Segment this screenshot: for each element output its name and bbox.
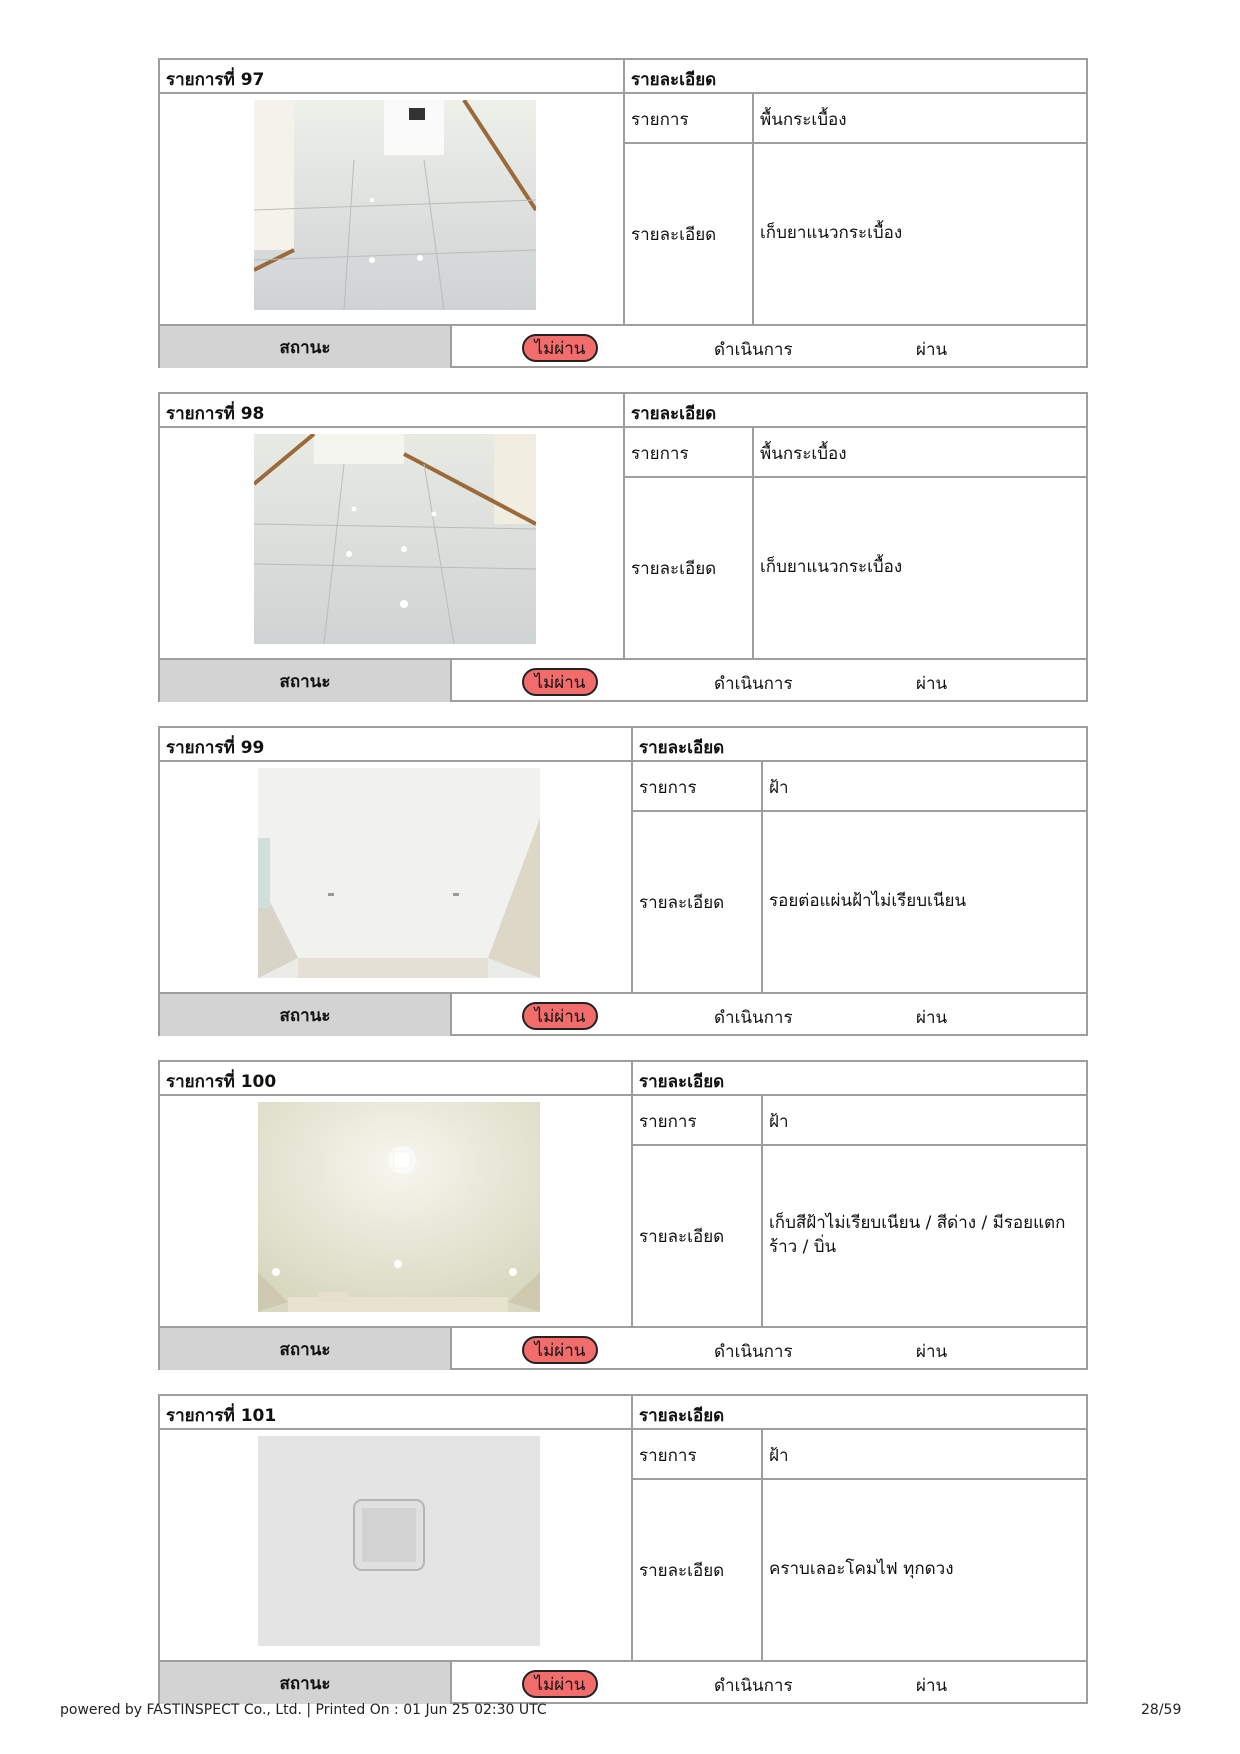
item-number-title: รายการที่ 99: [160, 728, 633, 762]
status-in-progress-option[interactable]: ดำเนินการ: [714, 1008, 793, 1028]
detail-label: รายละเอียด: [625, 478, 754, 658]
item-number-title: รายการที่ 100: [160, 1062, 633, 1096]
item-label: รายการ: [625, 428, 754, 478]
detail-value: เก็บสีฝ้าไม่เรียบเนียน / สีด่าง / มีรอยแตกร้าว / บิ่น: [769, 1213, 1066, 1257]
detail-label: รายละเอียด: [633, 1146, 763, 1326]
status-fail-selected[interactable]: ไม่ผ่าน: [522, 1670, 598, 1698]
status-fail-selected[interactable]: ไม่ผ่าน: [522, 668, 598, 696]
item-value: ฝ้า: [763, 1430, 1086, 1480]
status-pass-option[interactable]: ผ่าน: [916, 340, 948, 360]
detail-header: รายละเอียด: [633, 1062, 1086, 1096]
status-row: [160, 658, 1086, 700]
status-pass-option[interactable]: ผ่าน: [916, 1676, 948, 1696]
status-row: [160, 992, 1086, 1034]
status-fail-selected[interactable]: ไม่ผ่าน: [522, 1002, 598, 1030]
inspection-item-card: [158, 1394, 1088, 1704]
item-value: พื้นกระเบื้อง: [754, 428, 1086, 478]
detail-header: รายละเอียด: [625, 394, 1086, 428]
status-pass-option[interactable]: ผ่าน: [916, 674, 948, 694]
item-label: รายการ: [633, 1096, 763, 1146]
status-fail-selected[interactable]: ไม่ผ่าน: [522, 334, 598, 362]
inspection-item-card: [158, 1060, 1088, 1370]
item-number-title: รายการที่ 101: [160, 1396, 633, 1430]
detail-label: รายละเอียด: [633, 812, 763, 992]
inspection-item-card: [158, 392, 1088, 702]
item-label: รายการ: [633, 762, 763, 812]
status-in-progress-option[interactable]: ดำเนินการ: [714, 1676, 793, 1696]
inspection-item-card: [158, 58, 1088, 368]
item-number-title: รายการที่ 97: [160, 60, 625, 94]
item-value: ฝ้า: [763, 762, 1086, 812]
detail-value: เก็บยาแนวกระเบื้อง: [760, 223, 903, 244]
tile-floor-photo[interactable]: [254, 434, 536, 644]
status-label: สถานะ: [160, 994, 452, 1036]
item-number-title: รายการที่ 98: [160, 394, 625, 428]
detail-label: รายละเอียด: [625, 144, 754, 324]
status-row: [160, 1326, 1086, 1368]
status-pass-option[interactable]: ผ่าน: [916, 1342, 948, 1362]
status-fail-selected[interactable]: ไม่ผ่าน: [522, 1336, 598, 1364]
status-label: สถานะ: [160, 1662, 452, 1704]
photo-area: [160, 94, 625, 324]
item-value: ฝ้า: [763, 1096, 1086, 1146]
ceiling-lamp-photo[interactable]: [258, 1436, 540, 1646]
ceiling-photo[interactable]: [258, 768, 540, 978]
page-number: 28/59: [1141, 1702, 1182, 1718]
footer-powered-by: powered by FASTINSPECT Co., Ltd. | Printed On : 01 Jun 25 02:30 UTC: [60, 1702, 547, 1718]
status-in-progress-option[interactable]: ดำเนินการ: [714, 1342, 793, 1362]
detail-label: รายละเอียด: [633, 1480, 763, 1660]
status-label: สถานะ: [160, 326, 452, 368]
item-label: รายการ: [625, 94, 754, 144]
photo-area: [160, 1430, 633, 1660]
ceiling-light-photo[interactable]: [258, 1102, 540, 1312]
status-row: [160, 324, 1086, 366]
photo-area: [160, 428, 625, 658]
detail-value: เก็บยาแนวกระเบื้อง: [760, 557, 903, 578]
tile-floor-photo[interactable]: [254, 100, 536, 310]
item-label: รายการ: [633, 1430, 763, 1480]
detail-value: รอยต่อแผ่นฝ้าไม่เรียบเนียน: [769, 891, 967, 912]
photo-area: [160, 762, 633, 992]
status-in-progress-option[interactable]: ดำเนินการ: [714, 340, 793, 360]
item-value: พื้นกระเบื้อง: [754, 94, 1086, 144]
status-label: สถานะ: [160, 660, 452, 702]
detail-header: รายละเอียด: [625, 60, 1086, 94]
status-label: สถานะ: [160, 1328, 452, 1370]
photo-area: [160, 1096, 633, 1326]
detail-value: คราบเลอะโคมไฟ ทุกดวง: [769, 1559, 954, 1580]
status-row: [160, 1660, 1086, 1702]
inspection-item-card: [158, 726, 1088, 1036]
detail-header: รายละเอียด: [633, 728, 1086, 762]
detail-header: รายละเอียด: [633, 1396, 1086, 1430]
status-pass-option[interactable]: ผ่าน: [916, 1008, 948, 1028]
status-in-progress-option[interactable]: ดำเนินการ: [714, 674, 793, 694]
